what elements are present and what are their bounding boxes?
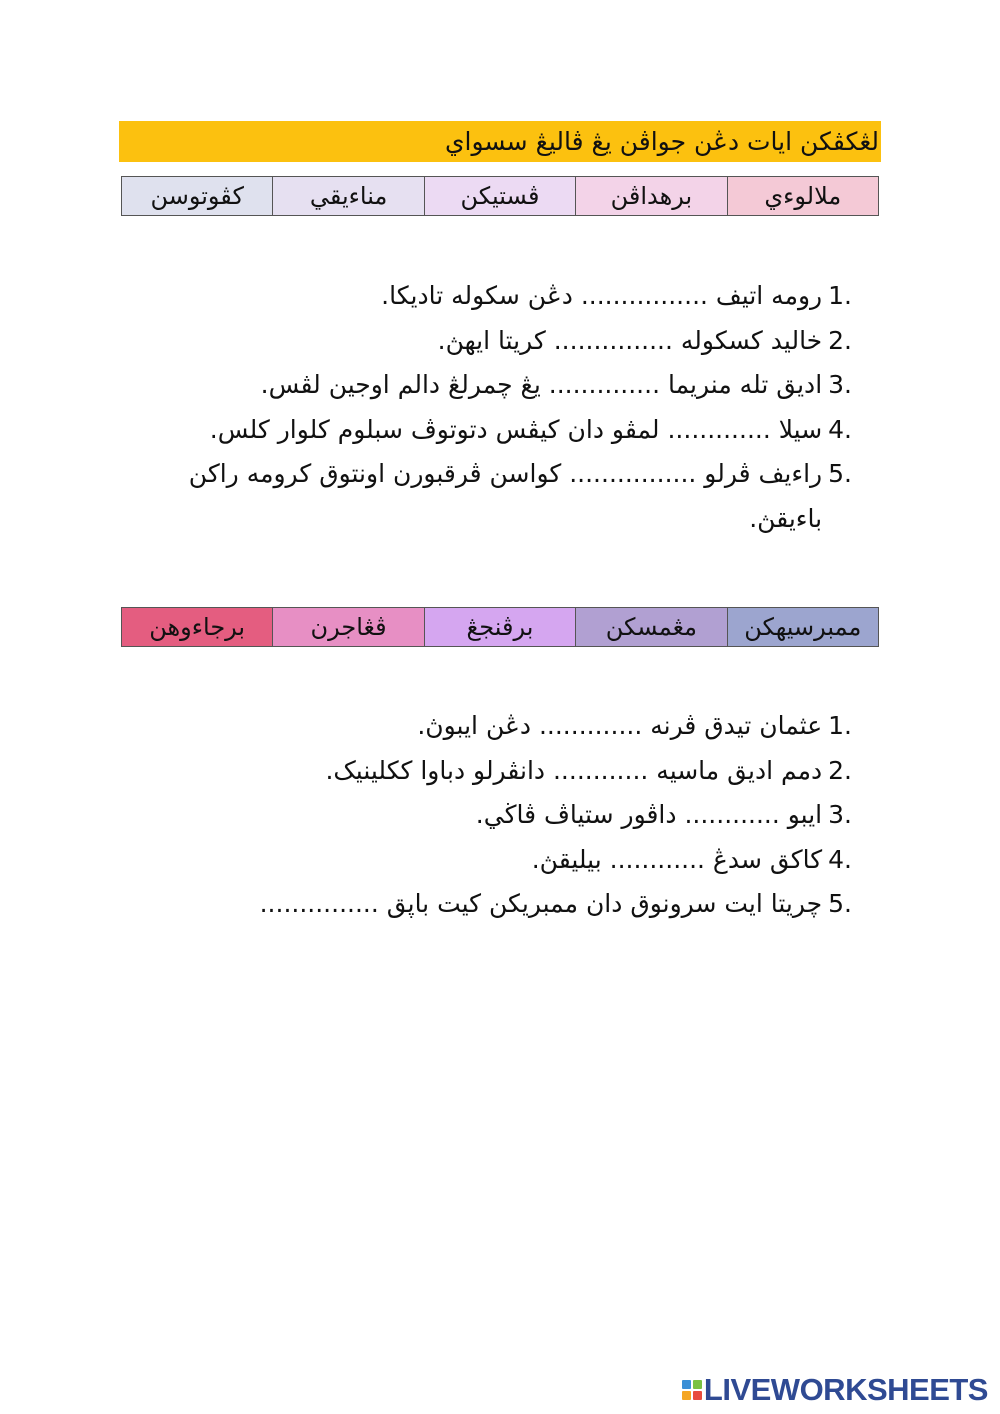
- word-bank-cell: ممبرسيهكن: [727, 608, 878, 646]
- question-text: اديق تله منريما .............. يڠ چمرلڠ دالم اوجين لڤس.: [260, 370, 823, 399]
- worksheet-title: لڠكڤكن ايات دڠن جواڤن يڠ ڤاليڠ سسواي: [119, 121, 881, 162]
- logo-square: [682, 1380, 691, 1389]
- logo-square: [682, 1391, 691, 1400]
- question-number: 5.: [828, 459, 852, 488]
- word-bank-cell: برڤنجڠ: [424, 608, 575, 646]
- liveworksheets-logo[interactable]: [682, 1372, 988, 1408]
- question-number: 4.: [828, 844, 852, 874]
- logo-square: [693, 1391, 702, 1400]
- list-item: [115, 274, 852, 319]
- question-list-1: [115, 274, 852, 541]
- question-list-2: [115, 704, 852, 927]
- list-item: [115, 838, 852, 883]
- word-bank-cell: كڤوتوسن: [122, 177, 272, 215]
- word-bank-2: [121, 607, 879, 647]
- list-item: [115, 408, 852, 453]
- question-text: سيلا ............. لمڤو دان كيڤس دتوتوڤ سبلوم كلوار كلس.: [209, 414, 823, 444]
- question-number: 1.: [828, 281, 852, 310]
- word-bank-cell: برهداڤن: [575, 177, 726, 215]
- list-item: [115, 363, 852, 408]
- list-item: [115, 319, 852, 364]
- question-text: كاكق سدڠ ............ بيليقڽ.: [531, 844, 823, 874]
- question-number: 1.: [828, 711, 852, 740]
- word-bank-1: [121, 176, 879, 216]
- question-text: چريتا ايت سرونوق دان ممبريكن كيت باڽق ...............: [259, 889, 823, 918]
- list-item: [115, 704, 852, 749]
- word-bank-cell: برجاءوهن: [122, 608, 272, 646]
- logo-mark-icon: [682, 1380, 702, 1400]
- list-item: [115, 749, 852, 794]
- list-item: [115, 882, 852, 927]
- question-number: 4.: [828, 414, 852, 444]
- question-number: 5.: [828, 889, 852, 918]
- question-text: رومه اتيف ................ دڠن سكوله تاديكا.: [381, 281, 823, 310]
- word-bank-cell: مناءيقي: [272, 177, 423, 215]
- question-text: راءيف ڤرلو ................ كواسن ڤرقبورن اونتوق كرومه راكن باءيقڽ.: [188, 459, 823, 533]
- list-item: [115, 793, 852, 838]
- word-bank-cell: مڠمسكن: [575, 608, 726, 646]
- question-text: عثمان تيدق ڤرنه ............. دڠن ايبوڽ.: [417, 711, 823, 740]
- list-item: [115, 452, 852, 541]
- question-text: دمم اديق ماسيه ............ دانڤرلو دباوا ككلينيک.: [325, 755, 823, 785]
- logo-square: [693, 1380, 702, 1389]
- question-text: ايبو ............ داڤور ستياڤ ڤاڬي.: [475, 800, 823, 829]
- question-number: 3.: [828, 800, 852, 829]
- word-bank-cell: ڤستيكن: [424, 177, 575, 215]
- question-text: خاليد كسكوله ............... كريتا ايهڽ.: [437, 325, 823, 355]
- logo-text: LIVEWORKSHEETS: [703, 1372, 988, 1407]
- question-number: 3.: [828, 370, 852, 399]
- question-number: 2.: [828, 755, 852, 785]
- word-bank-cell: ملالوءي: [727, 177, 878, 215]
- word-bank-cell: ڤڠاجرن: [272, 608, 423, 646]
- question-number: 2.: [828, 325, 852, 355]
